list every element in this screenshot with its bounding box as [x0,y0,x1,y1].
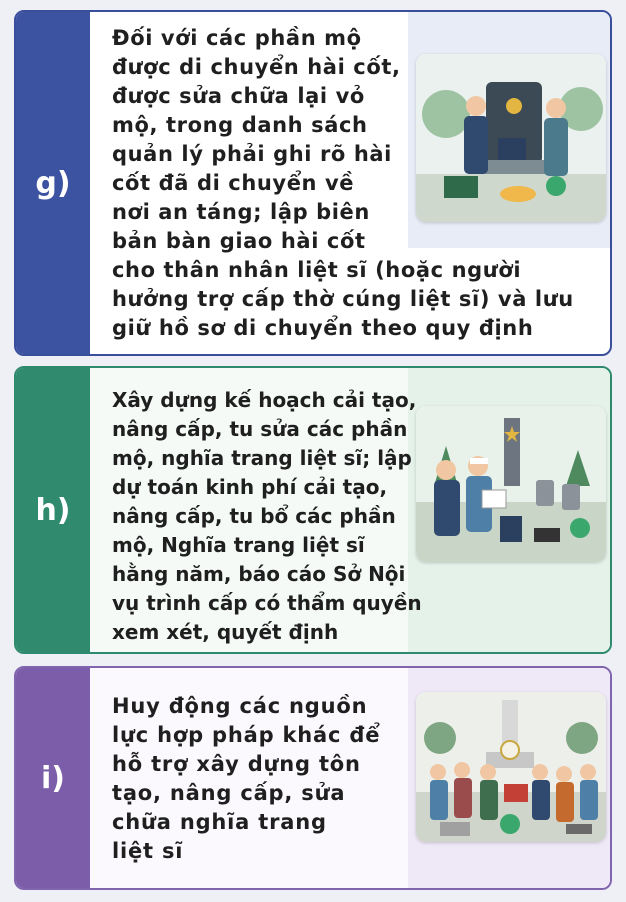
card-label: i) [16,668,90,888]
card-text: Đối với các phần mộ được di chuyển hài cốt, được sửa chữa lại vỏ mộ, trong danh sách quản lý phải ghi rõ hài cốt đã di chuyển về nơi an táng; lập biên bản bàn giao hài cốt cho thân nhân liệt sĩ (hoặc người hưởng trợ cấp thờ cúng liệt sĩ) và lưu giữ hồ sơ di chuyển theo quy định [112,26,574,340]
handover-at-grave-illustration [416,54,606,222]
cemetery-planning-illustration [416,406,606,562]
card-label: h) [16,368,90,652]
card-text: Xây dựng kế hoạch cải tạo, nâng cấp, tu sửa các phần mộ, nghĩa trang liệt sĩ; lập dự toán kinh phí cải tạo, nâng cấp, tu bổ các phần mộ, Nghĩa trang liệt sĩ hằng năm, báo cáo Sở Nội vụ trình cấp có thẩm quyền xem xét, quyết định [112,388,422,644]
card-g [14,10,612,356]
card-i [14,666,612,890]
card-text: Huy động các nguồn lực hợp pháp khác để hỗ trợ xây dựng tôn tạo, nâng cấp, sửa chữa nghĩa trang liệt sĩ [112,694,381,863]
card-h [14,366,612,654]
illustration-graphic [416,692,606,842]
illustration-graphic [416,54,606,222]
card-label: g) [16,12,90,354]
illustration-graphic [416,406,606,562]
community-mobilization-illustration [416,692,606,842]
